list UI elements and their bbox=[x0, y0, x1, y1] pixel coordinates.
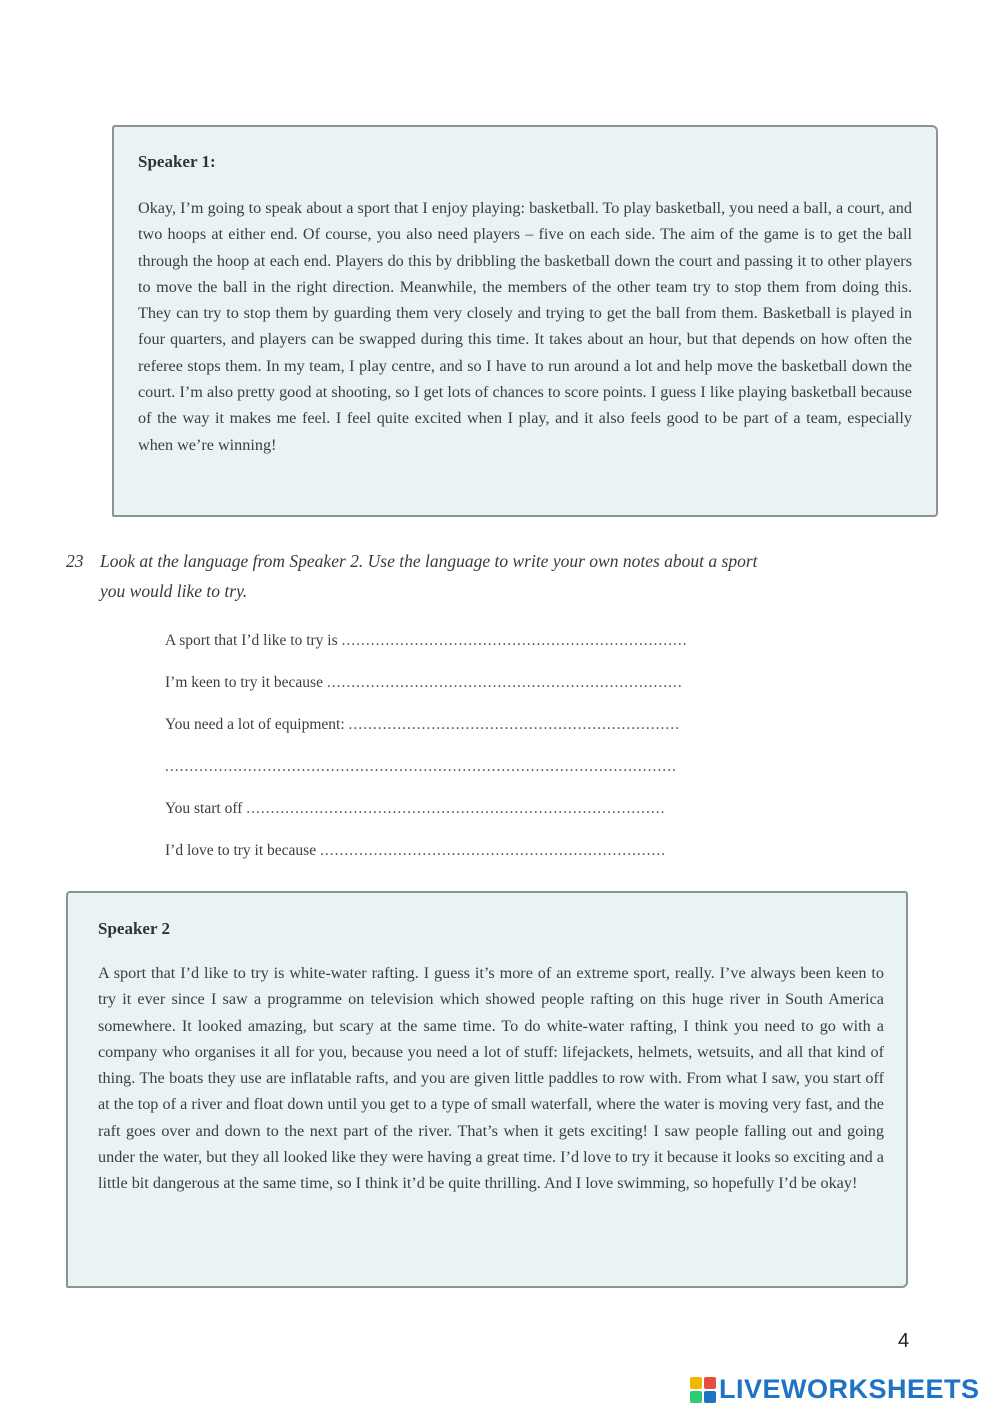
liveworksheets-logo[interactable] bbox=[690, 1374, 980, 1405]
task-number: 23 bbox=[66, 551, 84, 571]
prompt-line-equipment-continued[interactable] bbox=[165, 758, 805, 776]
task-instruction-line-1: Look at the language from Speaker 2. Use the language to write your own notes about a sport bbox=[100, 551, 758, 571]
answer-blank[interactable]: ......................................................................... bbox=[326, 674, 683, 691]
answer-blank[interactable]: ......................................................................................................... bbox=[165, 758, 677, 775]
answer-blank[interactable]: ....................................................................... bbox=[341, 632, 688, 649]
prompt-label: A sport that I’d like to try is bbox=[165, 632, 338, 649]
prompt-label: You need a lot of equipment: bbox=[165, 716, 345, 733]
speaker-1-title: Speaker 1: bbox=[138, 152, 216, 171]
answer-blank[interactable]: .................................................................... bbox=[348, 716, 681, 733]
prompt-label: I’d love to try it because bbox=[165, 842, 317, 859]
prompt-label: You start off bbox=[165, 800, 243, 817]
speaker-1-text: Okay, I’m going to speak about a sport that I enjoy playing: basketball. To play basketball, you need a ball, a court, and two hoops at either end. Of course, you also need players – five on each side. The aim of the game is to get the ball through the hoop at each end. Players do this by dribbling the basketball down the court and passing it to other players to move the ball in the right direction. Meanwhile, the members of the other team try to stop them from doing this. They can try to stop them by guarding them very closely and trying to get the ball from them. Basketball is played in four quarters, and players can be swapped during this time. It takes about an hour, but that depends on how often the referee stops them. In my team, I play centre, and so I have to run around a lot and help move the basketball down the court. I’m also pretty good at shooting, so I get lots of chances to score points. I guess I like playing basketball because of the way it makes me feel. I feel quite excited when I play, and it also feels good to be part of a team, especially when we’re winning! bbox=[138, 199, 912, 454]
task-instruction bbox=[66, 546, 916, 606]
speaker-2-text: A sport that I’d like to try is white-water rafting. I guess it’s more of an extreme sport, really. I’ve always been keen to try it ever since I saw a programme on television which showed people rafting on this huge river in South America somewhere. It looked amazing, but scary at the same time. To do white-water rafting, I think you need to go with a company who organises it all for you, because you need a lot of stuff: lifejackets, helmets, wetsuits, and all that kind of thing. The boats they use are inflatable rafts, and you are given little paddles to row with. From what I saw, you start off at the top of a river and float down until you get to a type of small waterfall, where the water is moving very fast, and the raft goes over and down to the next part of the river. That’s when it gets exciting! I saw people falling out and going under the water, but they all looked like they were having a great time. I’d love to try it because it looks so exciting and a little bit dangerous at the same time, so I think it’d be quite thrilling. And I love swimming, so hopefully I’d be okay! bbox=[98, 964, 884, 1193]
page-number: 4 bbox=[898, 1330, 910, 1352]
prompt-line-keen[interactable] bbox=[165, 674, 805, 692]
brand-name: LIVEWORKSHEETS bbox=[719, 1374, 980, 1404]
prompt-line-love[interactable] bbox=[165, 842, 805, 860]
answer-blank[interactable]: ....................................................................... bbox=[319, 842, 667, 859]
speaker-2-title: Speaker 2 bbox=[98, 919, 170, 938]
prompt-line-equipment[interactable] bbox=[165, 716, 805, 734]
answer-blank[interactable]: ...................................................................................... bbox=[246, 800, 666, 817]
task-instruction-line-2: you would like to try. bbox=[100, 581, 248, 601]
liveworksheets-icon bbox=[690, 1377, 716, 1403]
prompt-line-start[interactable] bbox=[165, 800, 805, 818]
prompt-line-sport[interactable] bbox=[165, 632, 805, 650]
prompt-label: I’m keen to try it because bbox=[165, 674, 323, 691]
